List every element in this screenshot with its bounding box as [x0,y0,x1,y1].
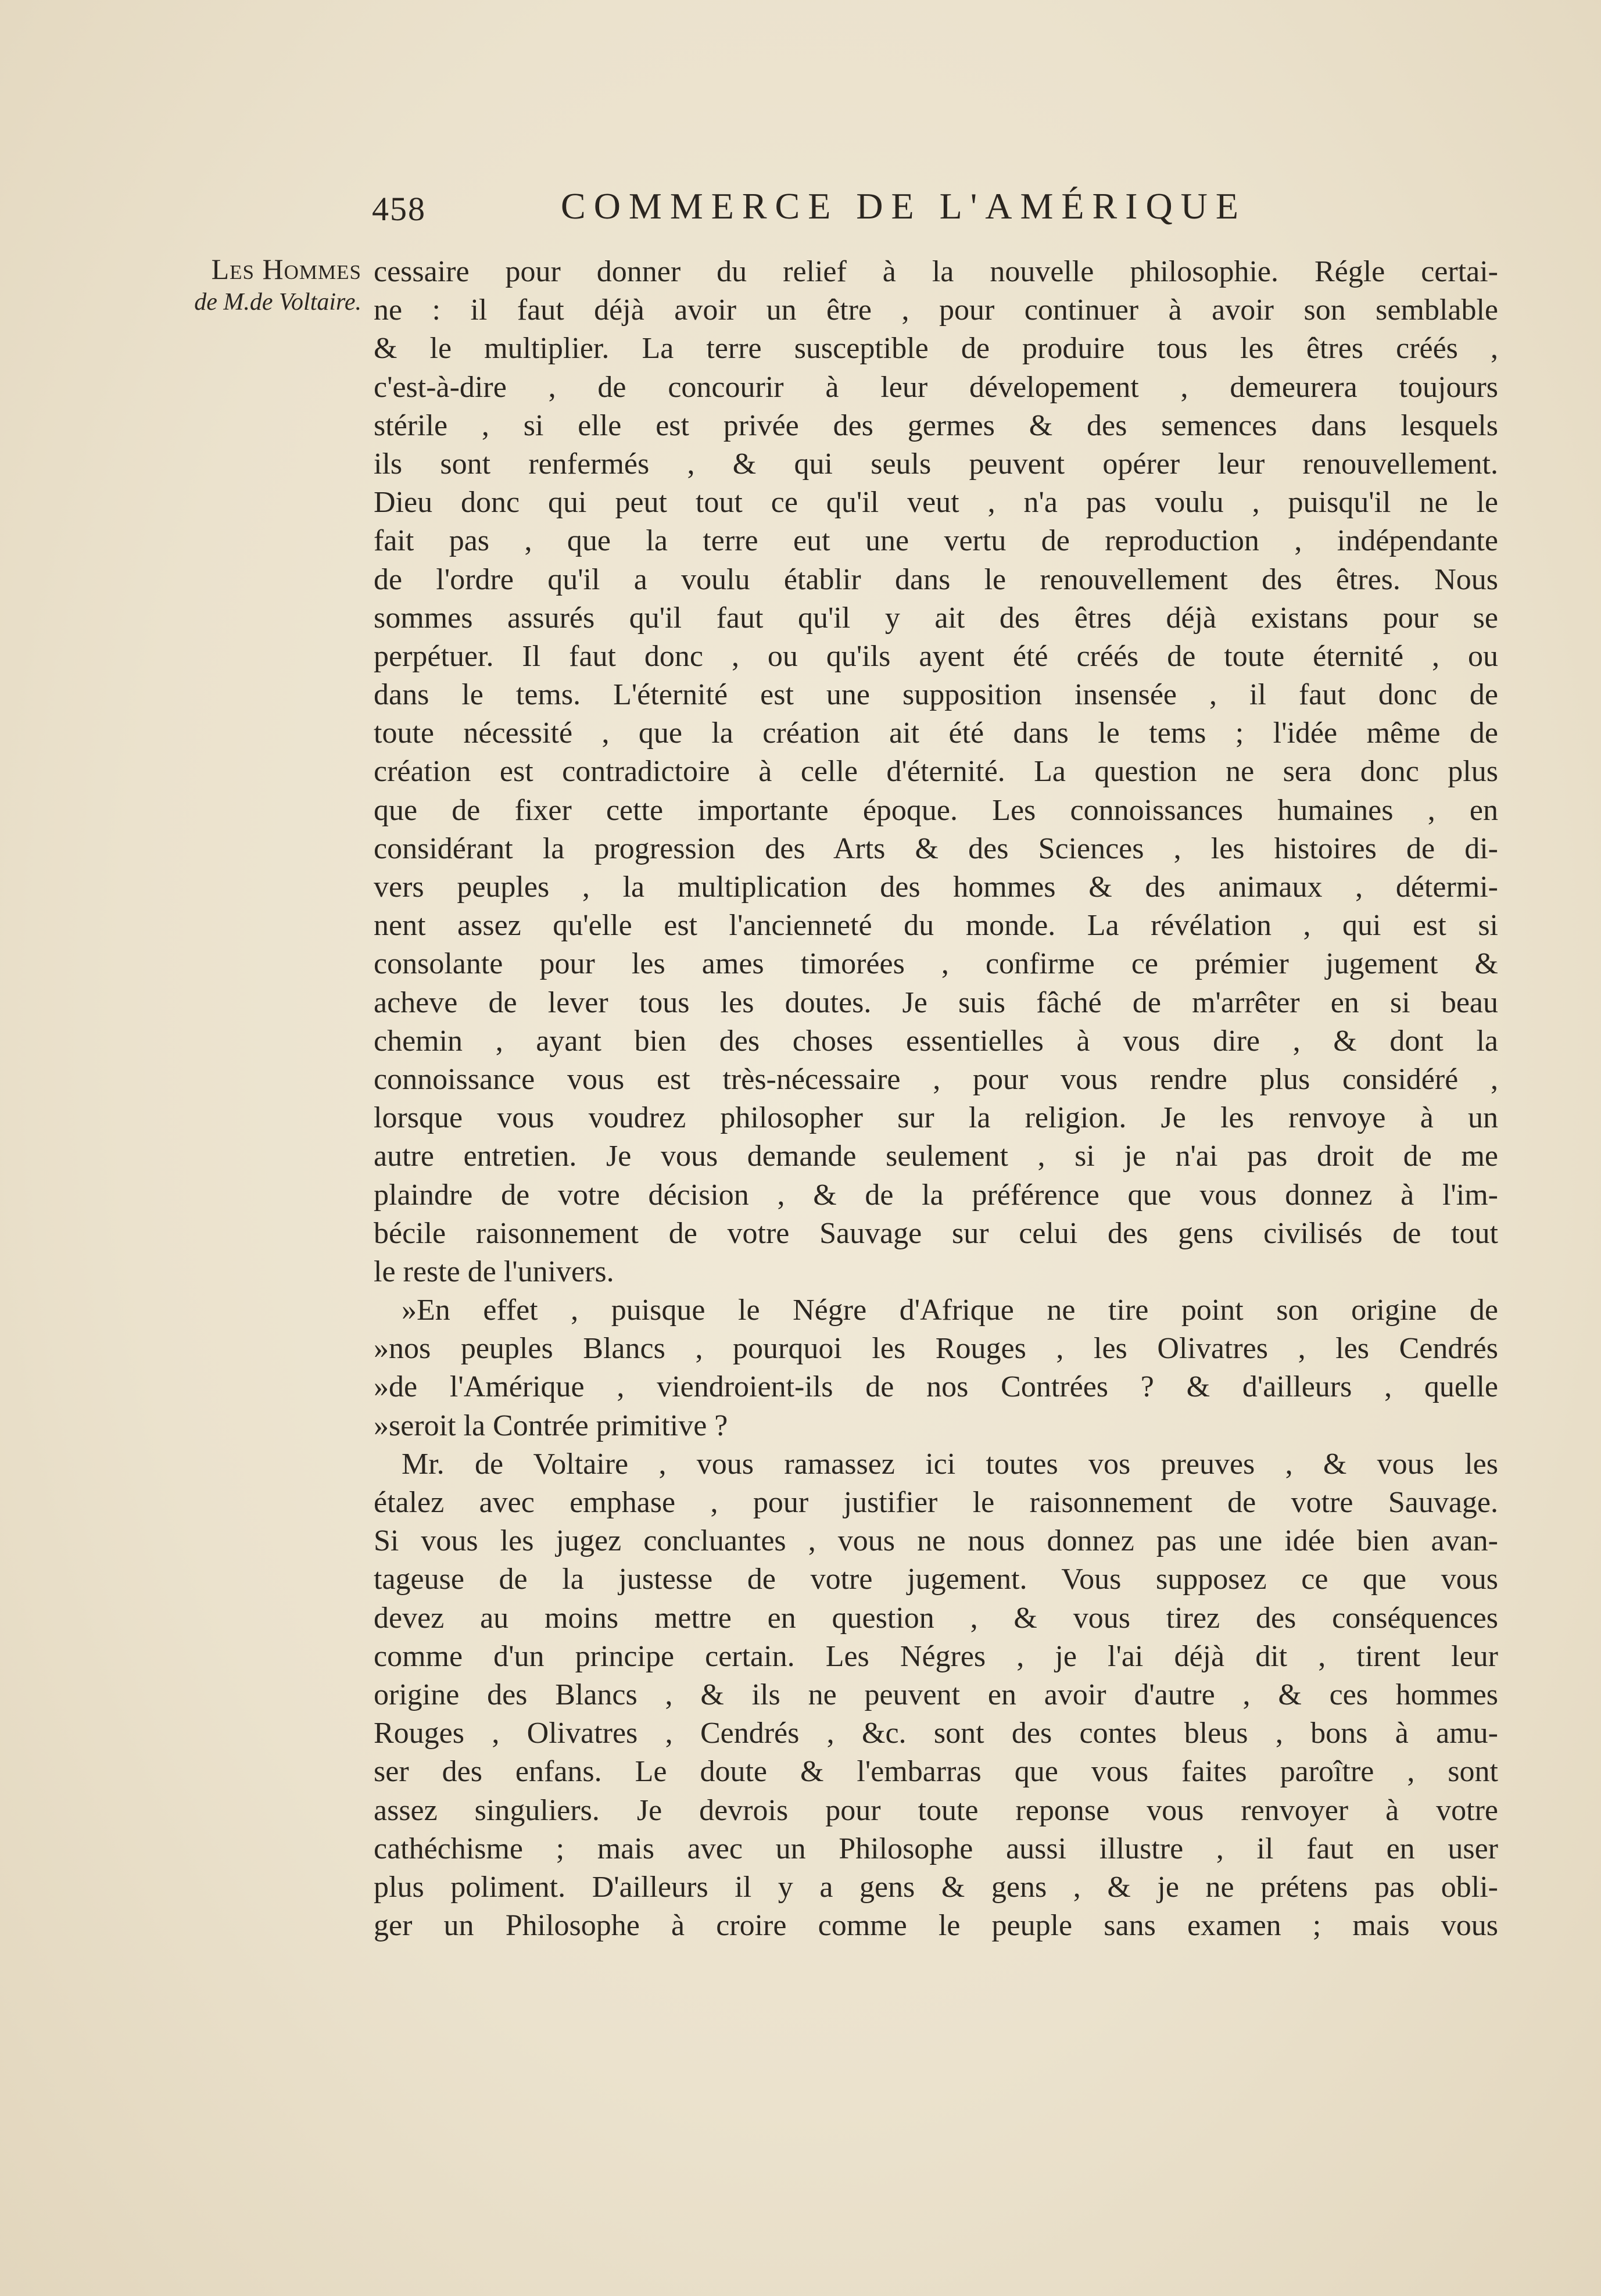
text-line: création est contradictoire à celle d'éternité. La question ne sera donc plus [374,755,1498,789]
text-line: sommes assurés qu'il faut qu'il y ait des êtres déjà existans pour se [374,601,1498,635]
text-line: assez singuliers. Je devrois pour toute reponse vous renvoyer à votre [374,1793,1498,1827]
text-line: plaindre de votre décision , & de la préférence que vous donnez à l'im- [374,1178,1498,1212]
text-line: autre entretien. Je vous demande seulement , si je n'ai pas droit de me [374,1140,1498,1173]
text-line: ne : il faut déjà avoir un être , pour continuer à avoir son semblable [374,293,1498,327]
text-line: ser des enfans. Le doute & l'embarras que vous faites paroître , sont [374,1755,1498,1789]
text-line: »de l'Amérique , viendroient-ils de nos Contrées ? & d'ailleurs , quelle [374,1370,1498,1404]
text-line: étalez avec emphase , pour justifier le raisonnement de votre Sauvage. [374,1486,1498,1519]
text-line: considérant la progression des Arts & des Sciences , les histoires de di- [374,832,1498,865]
text-line: vers peuples , la multiplication des hommes & des animaux , détermi- [374,871,1498,904]
text-line: toute nécessité , que la création ait été dans le tems ; l'idée même de [374,717,1498,750]
running-title: COMMERCE DE L'AMÉRIQUE [561,185,1247,227]
text-line: Dieu donc qui peut tout ce qu'il veut , n'a pas voulu , puisqu'il ne le [374,486,1498,520]
text-line: comme d'un principe certain. Les Négres , je l'ai déjà dit , tirent leur [374,1639,1498,1673]
page-header [372,185,1348,237]
text-line: stérile , si elle est privée des germes & des semences dans lesquels [374,409,1498,442]
text-line: acheve de lever tous les doutes. Je suis fâché de m'arrêter en si beau [374,986,1498,1019]
margin-note-line-1: Les Hommes [211,253,361,285]
text-line: chemin , ayant bien des choses essentielles à vous dire , & dont la [374,1024,1498,1058]
text-line: nent assez qu'elle est l'ancienneté du monde. La révélation , qui est si [374,909,1498,943]
text-line: bécile raisonnement de votre Sauvage sur celui des gens civilisés de tout [374,1216,1498,1250]
page-number: 458 [372,190,426,228]
text-line: c'est-à-dire , de concourir à leur dévelopement , demeurera toujours [374,370,1498,404]
text-line: plus poliment. D'ailleurs il y a gens & gens , & je ne prétens pas obli- [374,1870,1498,1904]
text-line: »seroit la Contrée primitive ? [374,1409,728,1442]
text-line: »nos peuples Blancs , pourquoi les Rouges , les Olivatres , les Cendrés [374,1332,1498,1366]
text-line: ger un Philosophe à croire comme le peuple sans examen ; mais vous [374,1909,1498,1943]
margin-note-line-2: de M.de Voltaire. [194,288,361,316]
text-line: ils sont renfermés , & qui seuls peuvent opérer leur renouvellement. [374,447,1498,481]
text-line: dans le tems. L'éternité est une supposition insensée , il faut donc de [374,678,1498,712]
body-text [374,253,1498,1945]
text-line: cathéchisme ; mais avec un Philosophe aussi illustre , il faut en user [374,1832,1498,1865]
margin-note [164,254,361,315]
text-line: tageuse de la justesse de votre jugement. Vous supposez ce que vous [374,1563,1498,1596]
text-line: perpétuer. Il faut donc , ou qu'ils ayent été créés de toute éternité , ou [374,639,1498,673]
text-line: Rouges , Olivatres , Cendrés , &c. sont des contes bleus , bons à amu- [374,1717,1498,1750]
text-line: Si vous les jugez concluantes , vous ne nous donnez pas une idée bien avan- [374,1524,1498,1558]
text-line: connoissance vous est très-nécessaire , pour vous rendre plus considéré , [374,1062,1498,1096]
text-line: & le multiplier. La terre susceptible de produire tous les êtres créés , [374,332,1498,366]
text-line: devez au moins mettre en question , & vous tirez des conséquences [374,1601,1498,1635]
text-line: que de fixer cette importante époque. Les connoissances humaines , en [374,793,1498,827]
text-line: »En effet , puisque le Négre d'Afrique ne tire point son origine de [402,1294,1498,1327]
text-line: Mr. de Voltaire , vous ramassez ici toutes vos preuves , & vous les [402,1447,1498,1481]
text-line: de l'ordre qu'il a voulu établir dans le renouvellement des êtres. Nous [374,563,1498,596]
text-line: origine des Blancs , & ils ne peuvent en avoir d'autre , & ces hommes [374,1678,1498,1711]
text-line: fait pas , que la terre eut une vertu de reproduction , indépendante [374,524,1498,558]
text-line: le reste de l'univers. [374,1255,614,1288]
text-line: lorsque vous voudrez philosopher sur la religion. Je les renvoye à un [374,1101,1498,1135]
text-line: cessaire pour donner du relief à la nouvelle philosophie. Régle certai- [374,255,1498,288]
text-line: consolante pour les ames timorées , confirme ce prémier jugement & [374,947,1498,981]
